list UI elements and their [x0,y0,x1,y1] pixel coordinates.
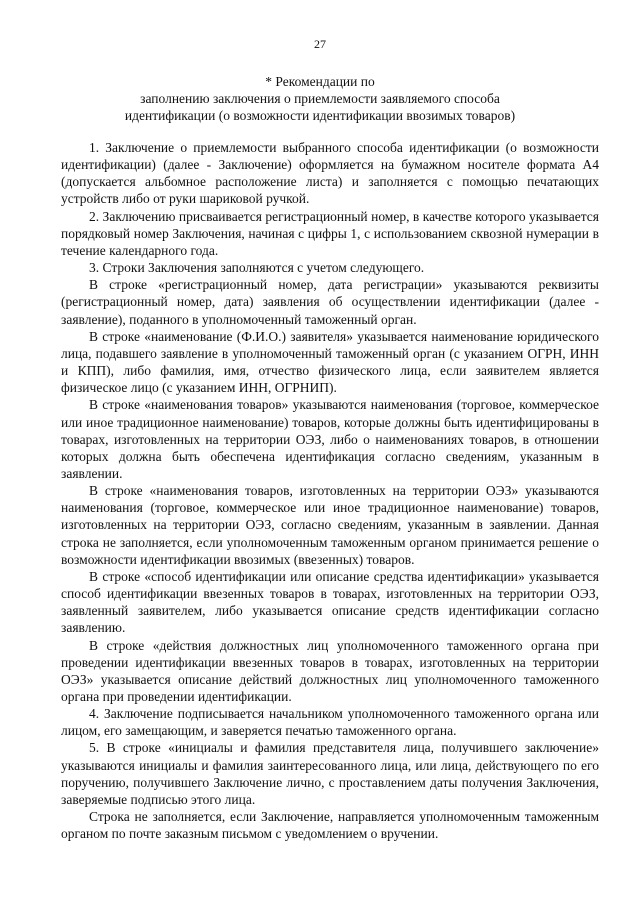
document-body [61,139,599,842]
title-line-3: идентификации (о возможности идентификации ввозимых товаров) [124,108,516,123]
paragraph: В строке «наименования товаров, изготовленных на территории ОЭЗ» указываются наименования (торговое, коммерческое или иное традиционное наименование) товаров, изготовленных на территории ОЭЗ, согласно сведениям, указанным в заявлении. Данная строка не заполняется, если уполномоченным таможенным органом принимается решение о возможности идентификации ввозимых (ввезенных) товаров. [61,483,599,567]
paragraph: 4. Заключение подписывается начальником уполномоченного таможенного органа или лицом, его замещающим, и заверяется печатью таможенного органа. [61,706,599,739]
paragraph: 3. Строки Заключения заполняются с учетом следующего. [89,260,425,276]
paragraph: 2. Заключению присваивается регистрационный номер, в качестве которого указывается порядковый номер Заключения, начиная с цифры 1, с использованием сквозной нумерации в течение календарного года. [61,208,599,258]
page-number: 27 [314,37,326,51]
title-line-2: заполнению заключения о приемлемости заявляемого способа [140,91,500,106]
paragraph: В строке «наименование (Ф.И.О.) заявителя» указывается наименование юридического лица, подавшего заявление в уполномоченный таможенный орган (с указанием ОГРН, ИНН и КПП), либо фамилия, имя, отчество физического лица, если заявителем является физическое лицо (с указанием ИНН, ОГРНИП). [61,328,599,396]
paragraph: В строке «регистрационный номер, дата регистрации» указываются реквизиты (регистрационный номер, дата) заявления об осуществлении идентификации (далее - заявление), поданного в уполномоченный таможенный орган. [61,277,599,327]
paragraph: 1. Заключение о приемлемости выбранного способа идентификации (о возможности идентификации) (далее - Заключение) оформляется на бумажном носителе формата А4 (допускается альбомное расположение листа) и заполняется с помощью печатающих устройств либо от руки шариковой ручкой. [61,140,599,207]
paragraph: 5. В строке «инициалы и фамилия представителя лица, получившего заключение» указываются инициалы и фамилия заинтересованного лица, или лица, действующего по его поручению, получившего Заключение лично, с проставлением даты получения Заключения, заверяемые подписью этого лица. [61,740,599,807]
paragraph: В строке «наименования товаров» указываются наименования (торговое, коммерческое или иное традиционное наименование) товаров, которые должны быть идентифицированы в товарах, изготовленных на территории ОЭЗ, либо о наименованиях товаров, в отношении которых должна быть обеспечена идентификация согласно сведениям, указанным в заявлении. [61,397,599,481]
document-title [0,73,640,124]
paragraph: Строка не заполняется, если Заключение, направляется уполномоченным таможенным органом по почте заказным письмом с уведомлением о вручении. [61,809,599,842]
paragraph: В строке «действия должностных лиц уполномоченного таможенного органа при проведении идентификации ввезенных товаров в товарах, изготовленных на территории ОЭЗ» указывается описание действий должностных лиц уполномоченного таможенного органа при проведении идентификации. [61,637,599,704]
title-line-1: * Рекомендации по [265,74,375,89]
paragraph: В строке «способ идентификации или описание средства идентификации» указывается способ идентификации ввезенных товаров в товарах, изготовленных на территории ОЭЗ, заявленный заявителем, либо указывается описание средств идентификации согласно заявлению. [61,568,599,636]
